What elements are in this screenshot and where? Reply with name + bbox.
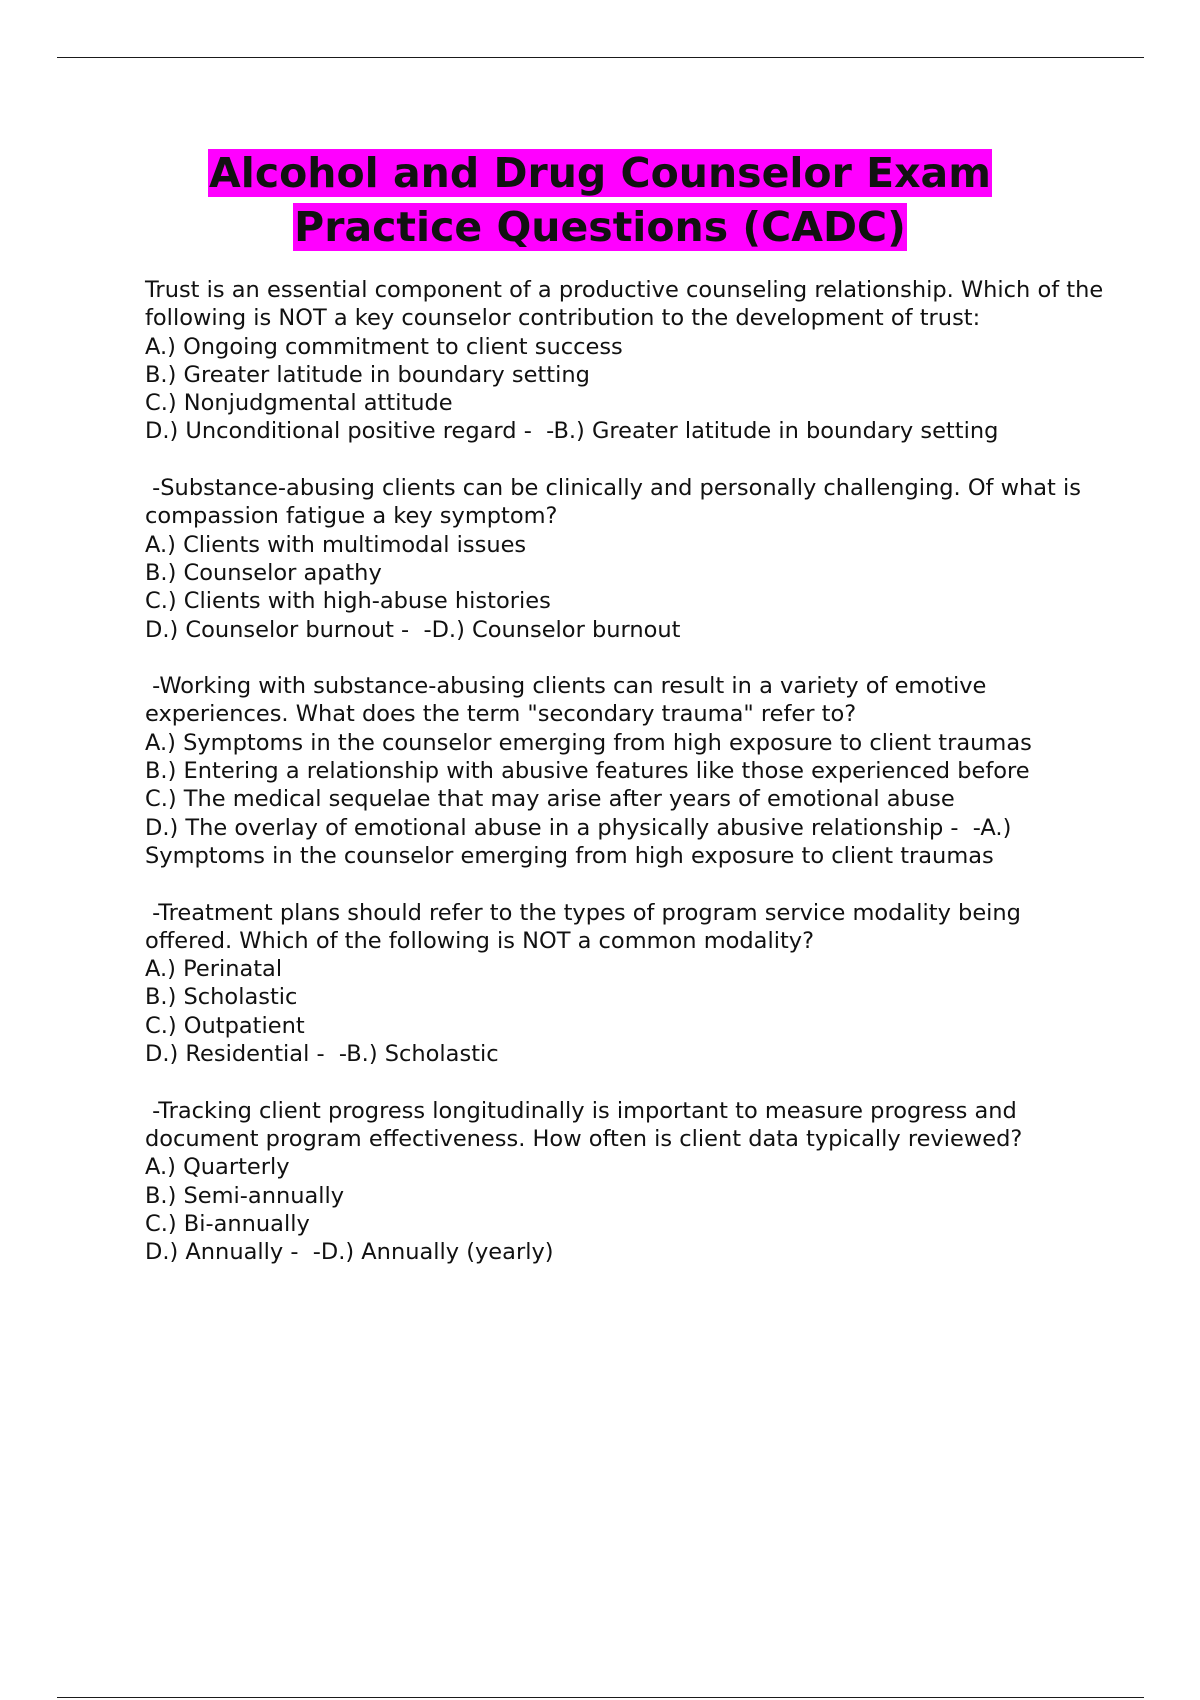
option-d-with-answer: D.) Annually - -D.) Annually (yearly) <box>145 1239 554 1266</box>
option-b: B.) Counselor apathy <box>145 559 382 586</box>
option-b: B.) Scholastic <box>145 984 298 1011</box>
option-c: C.) Nonjudgmental attitude <box>145 390 453 417</box>
option-a: A.) Perinatal <box>145 956 283 983</box>
option-a: A.) Ongoing commitment to client success <box>145 333 623 360</box>
document-title <box>0 146 1200 254</box>
option-d-with-answer: D.) The overlay of emotional abuse in a physically abusive relationship - -A.) Symptoms in the counselor emerging from high exposure to client traumas <box>145 814 1019 869</box>
question-text: -Treatment plans should refer to the types of program service modality being offered. Which of the following is NOT a common modality? <box>145 899 1029 954</box>
option-c: C.) The medical sequelae that may arise after years of emotional abuse <box>145 786 955 813</box>
option-a: A.) Clients with multimodal issues <box>145 531 527 558</box>
option-c: C.) Clients with high-abuse histories <box>145 588 551 615</box>
question-block-5 <box>145 1097 1105 1267</box>
question-block-2 <box>145 474 1105 644</box>
title-line-2: Practice Questions (CADC) <box>294 203 906 251</box>
option-a: A.) Quarterly <box>145 1154 290 1181</box>
question-text: -Substance-abusing clients can be clinically and personally challenging. Of what is compassion fatigue a key symptom? <box>145 475 1089 530</box>
option-a: A.) Symptoms in the counselor emerging from high exposure to client traumas <box>145 729 1032 756</box>
question-text: Trust is an essential component of a productive counseling relationship. Which of the following is NOT a key counselor contribution to the development of trust: <box>145 277 1111 332</box>
question-text: -Tracking client progress longitudinally is important to measure progress and document program effectiveness. How often is client data typically reviewed? <box>145 1097 1024 1152</box>
option-b: B.) Semi-annually <box>145 1182 345 1209</box>
question-block-4 <box>145 899 1105 1069</box>
option-c: C.) Bi-annually <box>145 1210 310 1237</box>
option-d-with-answer: D.) Unconditional positive regard - -B.) Greater latitude in boundary setting <box>145 418 999 445</box>
footer-rule <box>57 1697 1144 1698</box>
option-d-with-answer: D.) Counselor burnout - -D.) Counselor burnout <box>145 616 681 643</box>
option-c: C.) Outpatient <box>145 1012 305 1039</box>
question-block-3 <box>145 672 1105 870</box>
question-list <box>145 276 1111 1295</box>
option-b: B.) Greater latitude in boundary setting <box>145 361 590 388</box>
question-text: -Working with substance-abusing clients can result in a variety of emotive experiences. What does the term "secondary trauma" refer to? <box>145 673 994 728</box>
title-line-1: Alcohol and Drug Counselor Exam <box>209 149 991 197</box>
option-d-with-answer: D.) Residential - -B.) Scholastic <box>145 1041 499 1068</box>
option-b: B.) Entering a relationship with abusive features like those experienced before <box>145 758 1030 785</box>
header-rule <box>57 57 1144 58</box>
question-block-1 <box>145 276 1111 446</box>
